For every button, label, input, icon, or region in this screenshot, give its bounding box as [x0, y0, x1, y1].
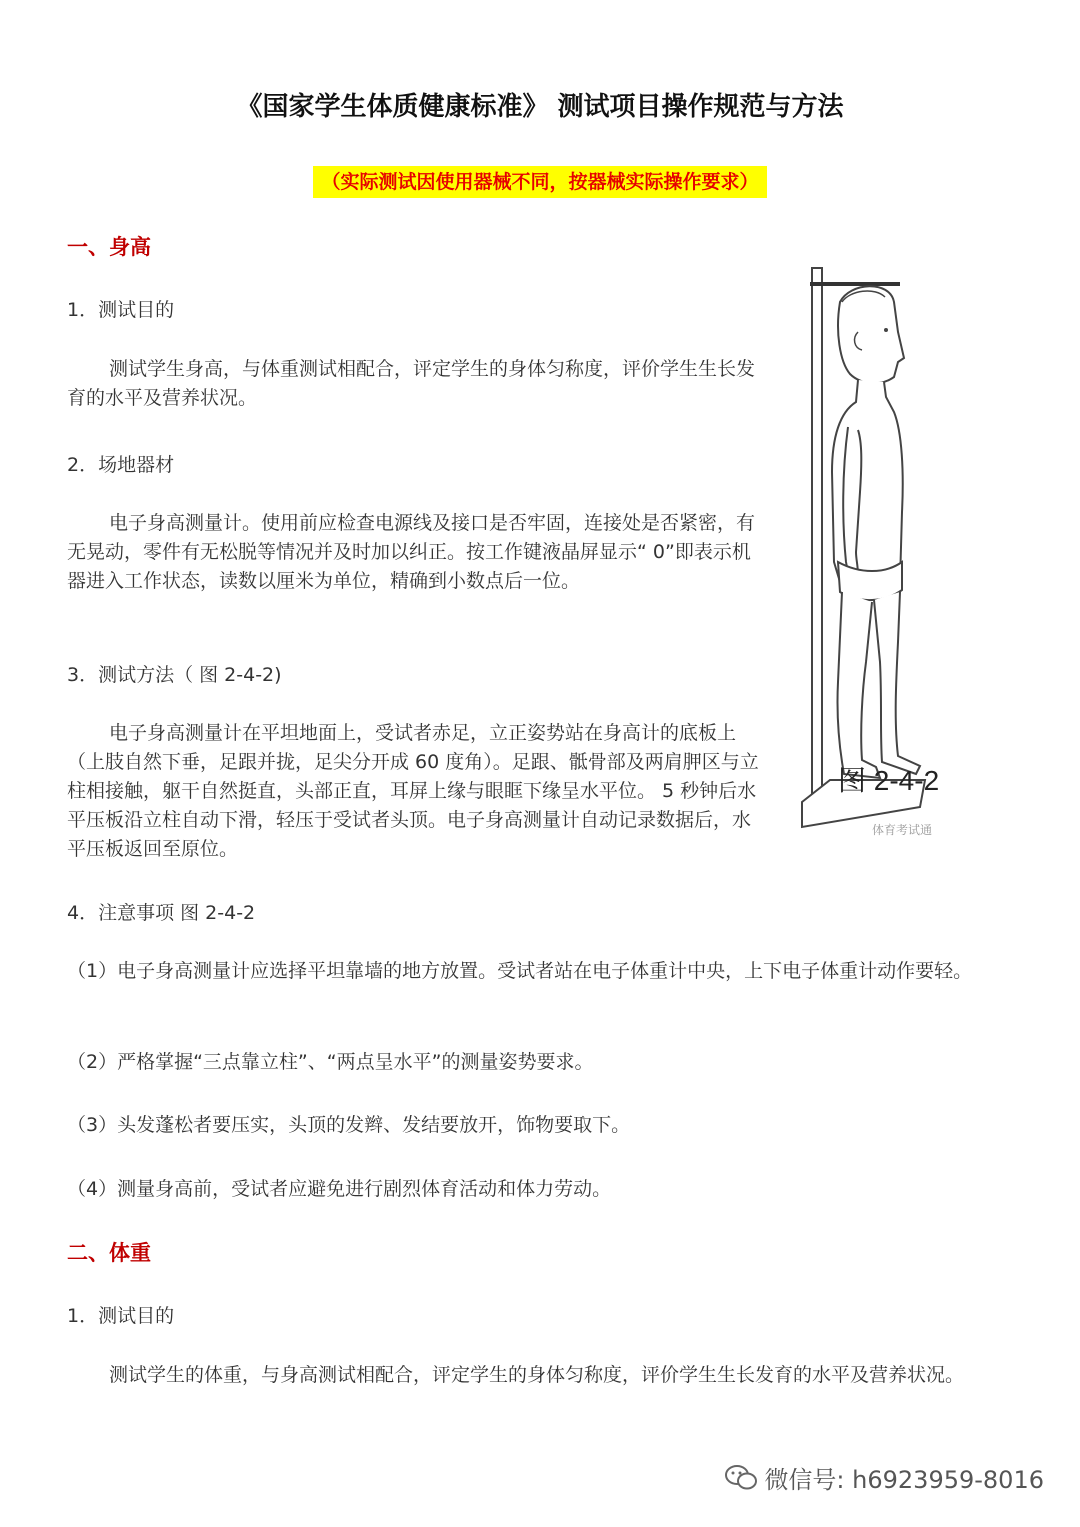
weight-purpose-title: 1．测试目的 [67, 1305, 175, 1327]
section-heading-height: 一、身高 [67, 234, 151, 259]
note-item: （4）测量身高前，受试者应避免进行剧烈体育活动和体力劳动。 [67, 1178, 612, 1200]
height-equipment-text: 电子身高测量计。使用前应检查电源线及接口是否牢固，连接处是否紧密，有无晃动，零件有无松脱等情况并及时加以纠正。按工作键液晶屏显示“ 0”即表示机器进入工作状态，读数以厘米为单位，精确到小数点后一位。 [67, 512, 756, 592]
note-item: （3）头发蓬松者要压实，头顶的发辫、发结要放开，饰物要取下。 [67, 1114, 631, 1136]
page-title: 《国家学生体质健康标准》 测试项目操作规范与方法 [236, 92, 844, 122]
wechat-icon [724, 1463, 758, 1493]
height-method-text: 电子身高测量计在平坦地面上，受试者赤足，立正姿势站在身高计的底板上（上肢自然下垂，足跟并拢，足尖分开成 60 度角）。足跟、骶骨部及两肩胛区与立柱相接触，躯干自然挺直，头部正直，耳屏上缘与眼眶下缘呈水平位。 5 秒钟后水平压板沿立柱自动下滑，轻压于受试者头顶。电子身高测量计自动记录数据后，水平压板返回至原位。 [67, 722, 759, 860]
figure-watermark: 体育考试通 [872, 823, 933, 837]
wechat-id: 微信号: h6923959-8016 [764, 1466, 1044, 1494]
height-equipment-title: 2．场地器材 [67, 454, 175, 476]
notice-banner [0, 166, 1080, 198]
note-item: （2）严格掌握“三点靠立柱”、“两点呈水平”的测量姿势要求。 [67, 1051, 594, 1073]
notice-text: （实际测试因使用器械不同，按器械实际操作要求） [313, 166, 766, 198]
height-purpose-text: 测试学生身高，与体重测试相配合，评定学生的身体匀称度，评价学生生长发育的水平及营养状况。 [67, 358, 756, 409]
note-item: （1）电子身高测量计应选择平坦靠墙的地方放置。受试者站在电子体重计中央，上下电子体重计动作要轻。 [67, 960, 973, 982]
standing-child-illustration [790, 262, 980, 842]
height-measurement-figure [790, 262, 980, 842]
figure-caption: 图 2-4-2 [838, 765, 940, 796]
height-purpose-title: 1．测试目的 [67, 299, 175, 321]
wechat-footer [724, 1460, 1044, 1495]
height-method-title: 3．测试方法（ 图 2-4-2) [67, 664, 282, 686]
section-heading-weight: 二、体重 [67, 1240, 151, 1265]
weight-purpose-text: 测试学生的体重，与身高测试相配合，评定学生的身体匀称度，评价学生生长发育的水平及营养状况。 [109, 1364, 965, 1386]
height-notes-title: 4．注意事项 图 2-4-2 [67, 902, 256, 924]
